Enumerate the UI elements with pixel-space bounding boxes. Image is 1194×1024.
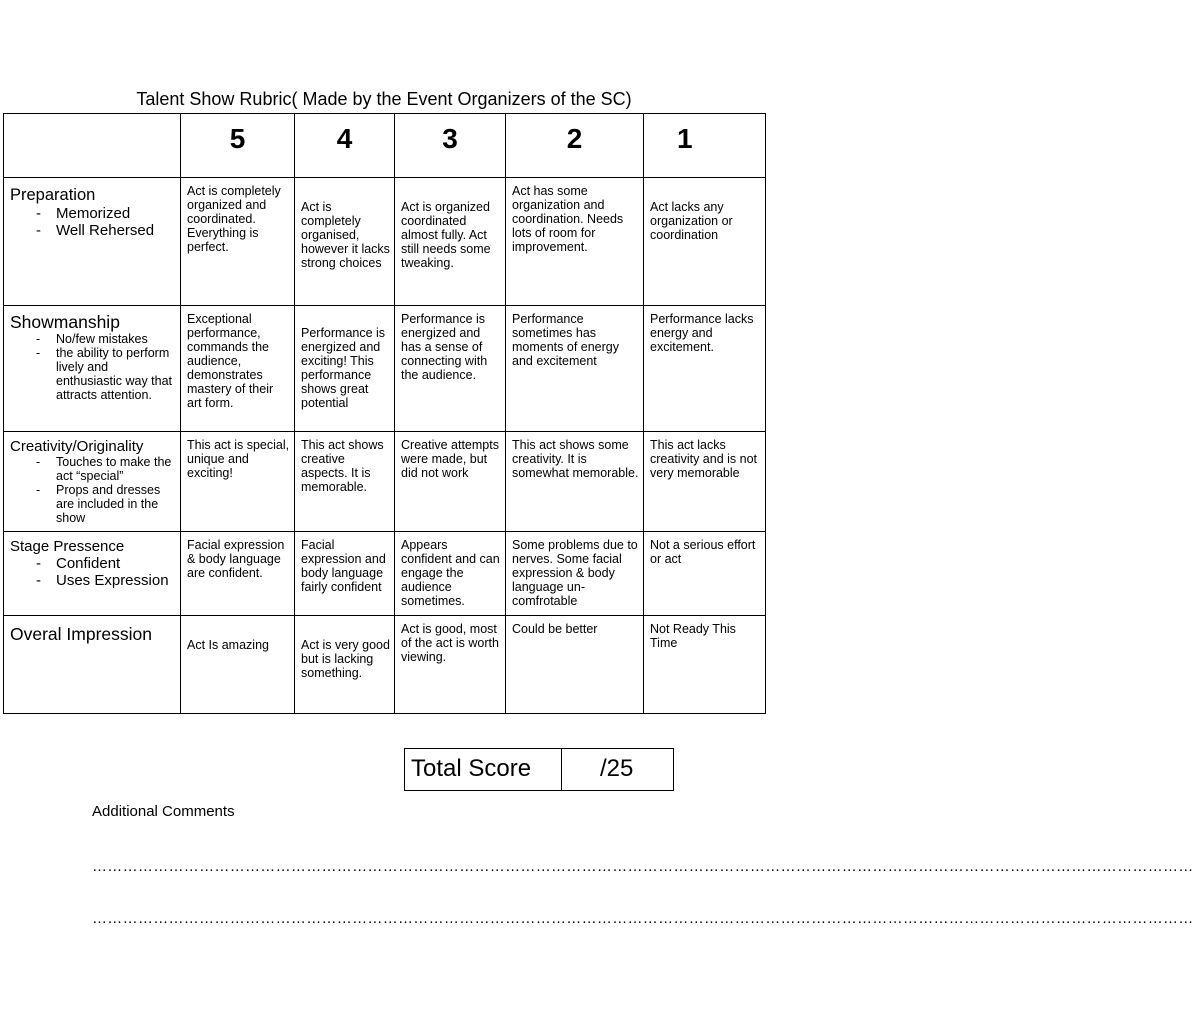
rubric-cell: Act Is amazing (181, 616, 295, 714)
criterion-cell (4, 178, 181, 306)
rubric-cell: Act is completely organized and coordinated. Everything is perfect. (181, 178, 295, 306)
criterion-item: - Memorized (36, 205, 176, 222)
total-score-value[interactable]: /25 (600, 755, 634, 782)
criterion-item: - Well Rehersed (36, 222, 176, 239)
score-header: 3 (395, 114, 506, 178)
score-header: 2 (506, 114, 644, 178)
rubric-cell: This act shows creative aspects. It is memorable. (295, 432, 395, 532)
additional-comments-label: Additional Comments (92, 803, 235, 820)
rubric-cell: Facial expression and body language fairly confident (295, 532, 395, 616)
total-score-label: Total Score (405, 749, 562, 790)
criterion-name: Preparation (10, 186, 96, 204)
criterion-item: - No/few mistakes (36, 332, 176, 346)
rubric-cell: Performance sometimes has moments of energy and excitement (506, 306, 644, 432)
criterion-name: Showmanship (10, 312, 120, 332)
comment-line[interactable]: ……………………………………………………………………………………………………………………………………………………………………………………………… (92, 858, 1194, 875)
table-row (4, 178, 766, 306)
criterion-name: Stage Pressence (10, 538, 125, 555)
rubric-cell: Could be better (506, 616, 644, 714)
criterion-item: - Props and dresses are included in the show (36, 483, 176, 525)
rubric-cell: Act is completely organised, however it lacks strong choices (295, 178, 395, 306)
header-row (4, 114, 766, 178)
score-header: 4 (295, 114, 395, 178)
rubric-cell: This act lacks creativity and is not very memorable (644, 432, 766, 532)
criterion-cell (4, 306, 181, 432)
rubric-cell: Act has some organization and coordination. Needs lots of room for improvement. (506, 178, 644, 306)
rubric-cell: Facial expression & body language are confident. (181, 532, 295, 616)
rubric-cell: Not Ready This Time (644, 616, 766, 714)
rubric-cell: This act shows some creativity. It is somewhat memorable. (506, 432, 644, 532)
header-blank-cell (4, 114, 181, 178)
rubric-cell: Act is very good but is lacking something. (295, 616, 395, 714)
criterion-item: - Touches to make the act “special” (36, 455, 176, 483)
rubric-cell: Creative attempts were made, but did not work (395, 432, 506, 532)
criterion-item: - Uses Expression (36, 572, 176, 589)
comment-line[interactable]: ……………………………………………………………………………………………………………………………………………………………………………………………… (92, 910, 1194, 927)
score-header: 5 (181, 114, 295, 178)
rubric-cell: Performance is energized and exciting! This performance shows great potential (295, 306, 395, 432)
criterion-item: - the ability to perform lively and enthusiastic way that attracts attention. (36, 346, 176, 402)
criterion-cell (4, 532, 181, 616)
rubric-cell: Performance is energized and has a sense of connecting with the audience. (395, 306, 506, 432)
rubric-table (3, 113, 766, 714)
score-header: 1 (644, 114, 766, 178)
rubric-cell: Not a serious effort or act (644, 532, 766, 616)
criterion-item: - Confident (36, 555, 176, 572)
rubric-cell: Performance lacks energy and excitement. (644, 306, 766, 432)
table-row (4, 432, 766, 532)
rubric-cell: Act is good, most of the act is worth viewing. (395, 616, 506, 714)
table-row (4, 616, 766, 714)
criterion-name: Overal Impression (10, 624, 152, 644)
criterion-cell (4, 616, 181, 714)
criterion-name: Creativity/Originality (10, 438, 144, 455)
rubric-cell: Some problems due to nerves. Some facial expression & body language un-comfrotable (506, 532, 644, 616)
criterion-cell (4, 432, 181, 532)
table-row (4, 306, 766, 432)
total-score-box (404, 748, 674, 791)
page-title: Talent Show Rubric( Made by the Event Organizers of the SC) (136, 89, 632, 109)
rubric-cell: Act is organized coordinated almost fully. Act still needs some tweaking. (395, 178, 506, 306)
rubric-cell: This act is special, unique and exciting! (181, 432, 295, 532)
rubric-cell: Act lacks any organization or coordination (644, 178, 766, 306)
rubric-cell: Exceptional performance, commands the audience, demonstrates mastery of their art form. (181, 306, 295, 432)
table-row (4, 532, 766, 616)
rubric-cell: Appears confident and can engage the audience sometimes. (395, 532, 506, 616)
